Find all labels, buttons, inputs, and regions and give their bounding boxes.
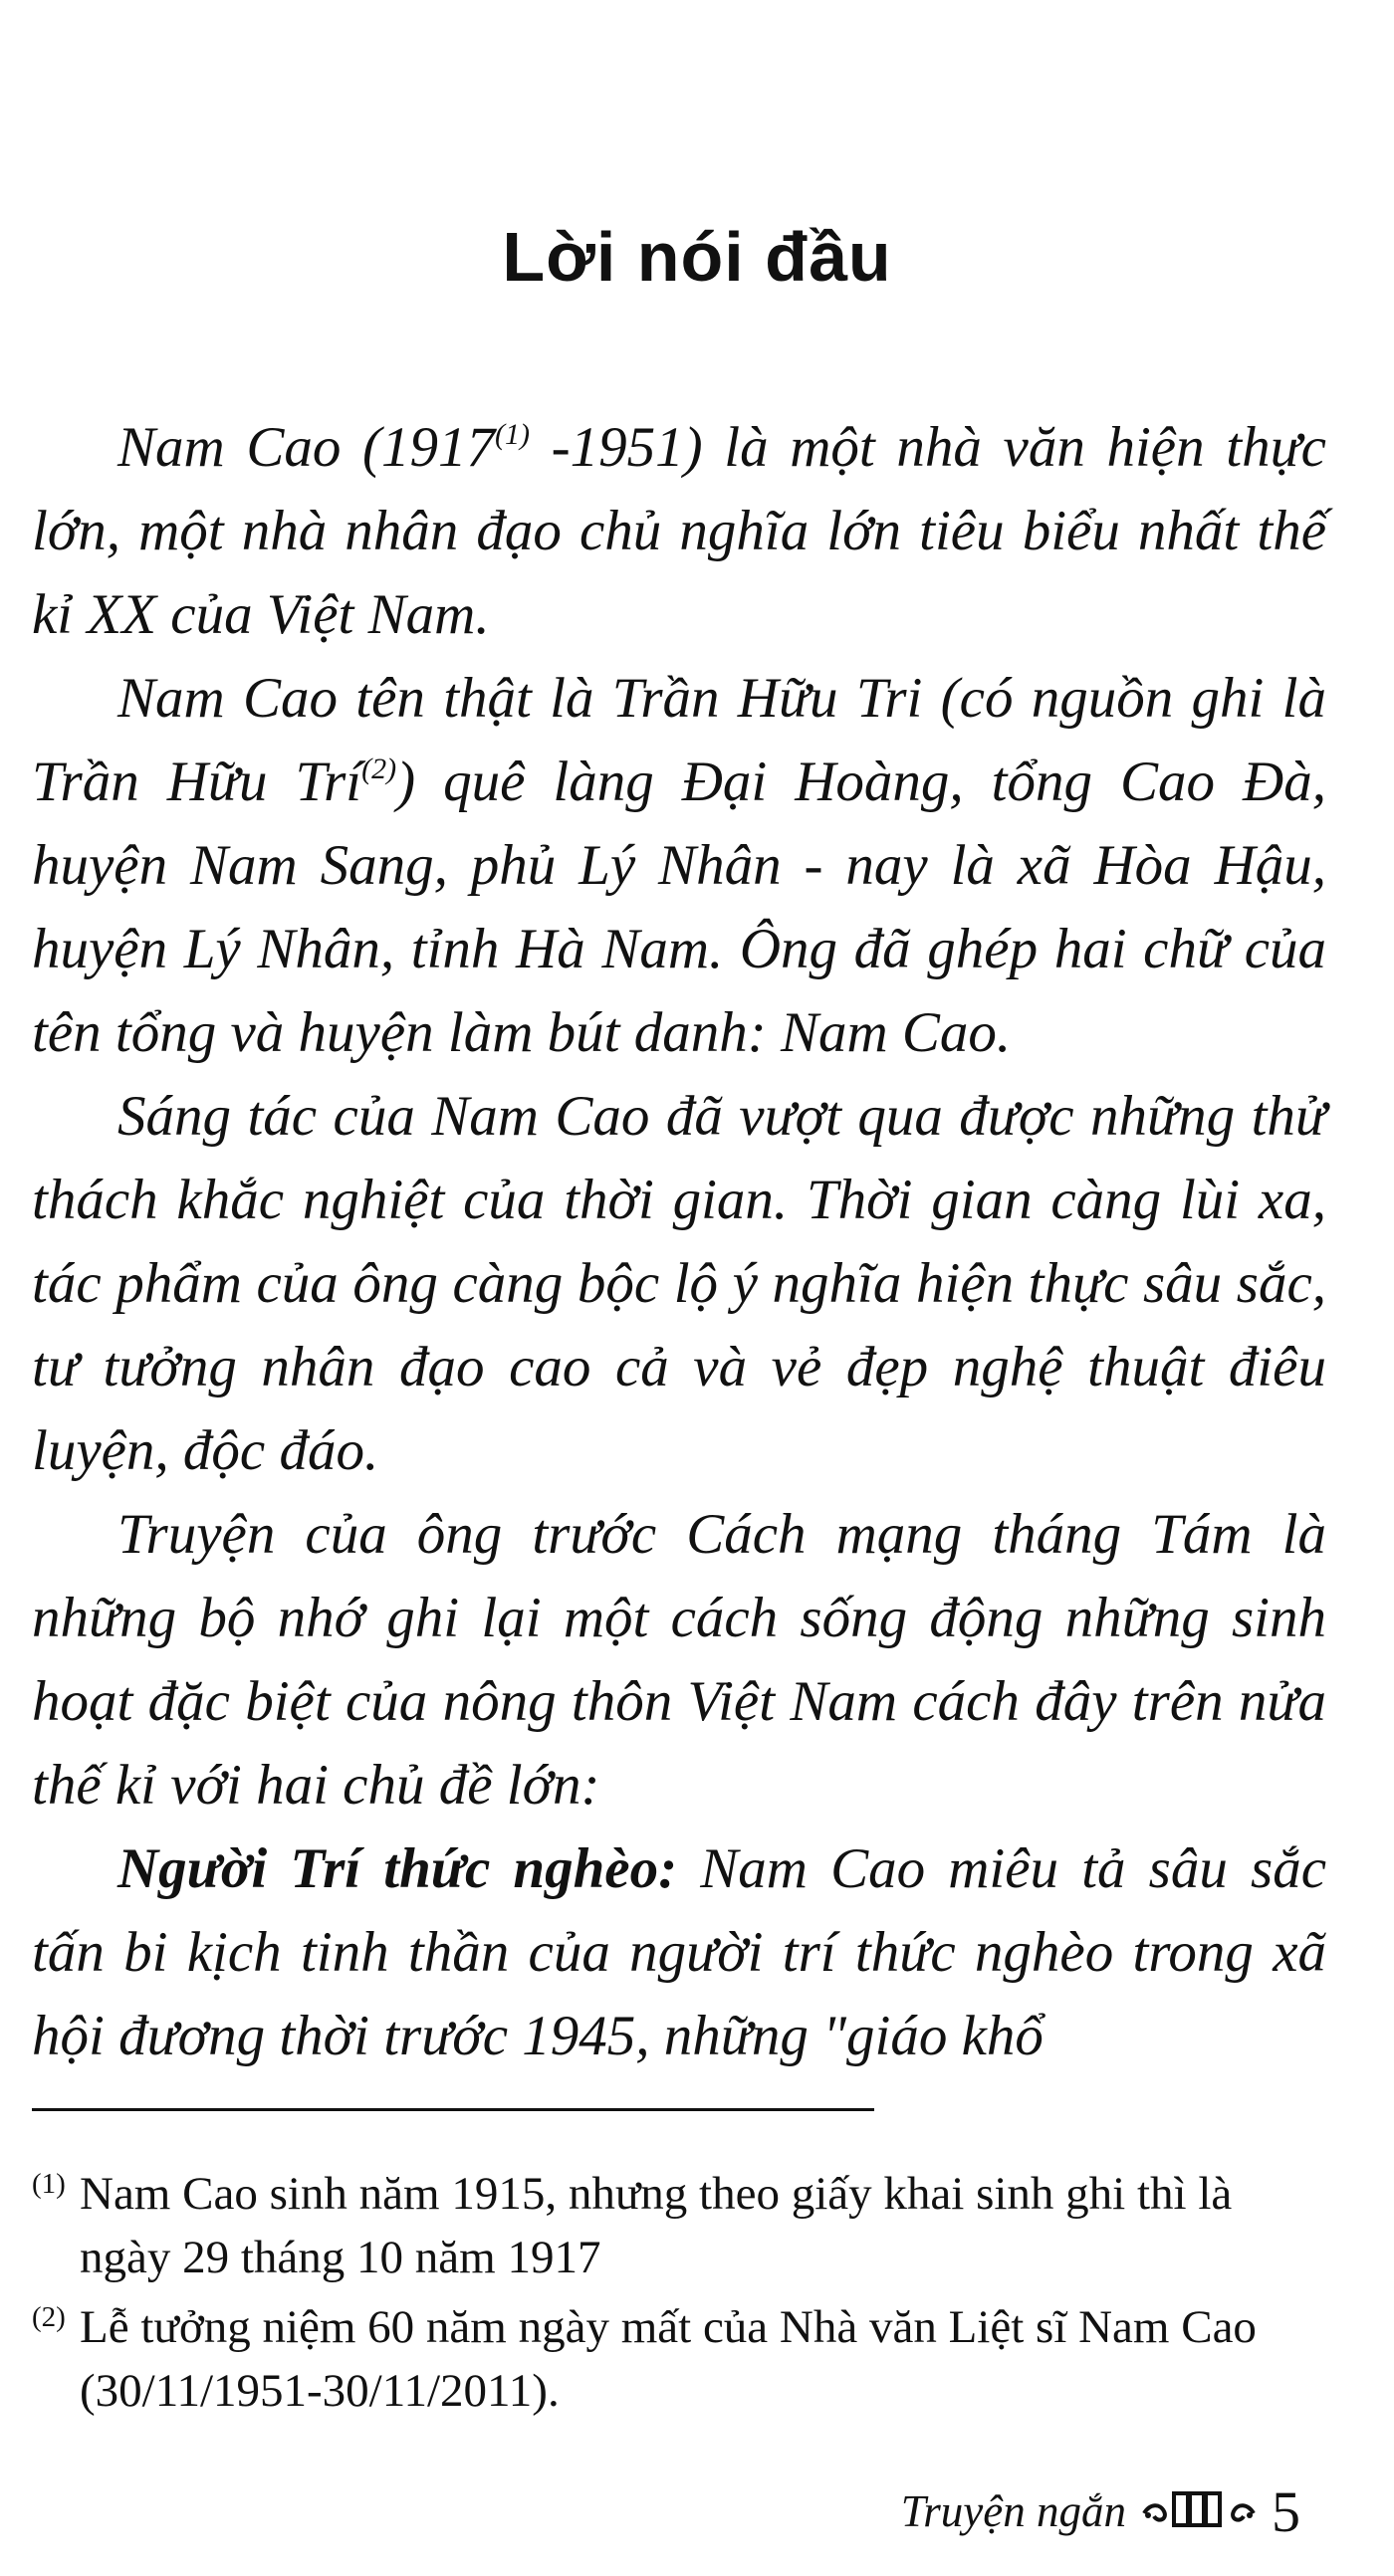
running-footer <box>901 2476 1300 2546</box>
paragraph-5: Người Trí thức nghèo: Nam Cao miêu tả sâu sắc tấn bi kịch tinh thần của người trí thức nghèo trong xã hội đương thời trước 1945, những "giáo khổ <box>32 1837 1326 2067</box>
book-ornament-icon <box>1140 2483 1258 2540</box>
paragraph-3: Sáng tác của Nam Cao đã vượt qua được những thử thách khắc nghiệt của thời gian. Thời gian càng lùi xa, tác phẩm của ông càng bộc lộ ý nghĩa hiện thực sâu sắc, tư tưởng nhân đạo cao cả và vẻ đẹp nghệ thuật điêu luyện, độc đáo. <box>32 1085 1326 1482</box>
footnote-ref-2: (2) <box>361 752 397 785</box>
footnotes <box>32 2162 1326 2429</box>
footnote-2-mark: (2) <box>32 2301 66 2333</box>
footnote-1 <box>32 2162 1326 2289</box>
foreword-body <box>32 406 1326 2078</box>
paragraph-2: Nam Cao tên thật là Trần Hữu Tri (có nguồn ghi là Trần Hữu Trí$^{(2)}$) quê làng Đại Hoàng, tổng Cao Đà, huyện Nam Sang, phủ Lý Nhân - nay là xã Hòa Hậu, huyện Lý Nhân, tỉnh Hà Nam. Ông đã ghép hai chữ của tên tổng và huyện làm bút danh: Nam Cao. <box>32 667 1326 1064</box>
running-footer-title: Truyện ngắn <box>900 2486 1126 2536</box>
footnote-ref-1: (1) <box>494 418 530 451</box>
paragraph-5-lead: Người Trí thức nghèo: <box>117 1837 678 1900</box>
footnote-1-text: Nam Cao sinh năm 1915, nhưng theo giấy khai sinh ghi thì là ngày 29 tháng 10 năm 1917 <box>80 2168 1233 2283</box>
footnote-divider <box>32 2108 874 2111</box>
page-number: 5 <box>1272 2478 1300 2544</box>
footnote-1-mark: (1) <box>32 2168 66 2200</box>
paragraph-4: Truyện của ông trước Cách mạng tháng Tám là những bộ nhớ ghi lại một cách sống động những sinh hoạt đặc biệt của nông thôn Việt Nam cách đây trên nửa thế kỉ với hai chủ đề lớn: <box>32 1503 1326 1817</box>
paragraph-1: Nam Cao (1917$^{(1)}$ -1951) là một nhà văn hiện thực lớn, một nhà nhân đạo chủ nghĩa lớn tiêu biểu nhất thế kỉ XX của Việt Nam. <box>32 416 1326 646</box>
footnote-2-text: Lễ tưởng niệm 60 năm ngày mất của Nhà văn Liệt sĩ Nam Cao (30/11/1951-30/11/2011). <box>80 2301 1257 2417</box>
page-title: Lời nói đầu <box>502 218 892 296</box>
footnote-2 <box>32 2295 1326 2423</box>
